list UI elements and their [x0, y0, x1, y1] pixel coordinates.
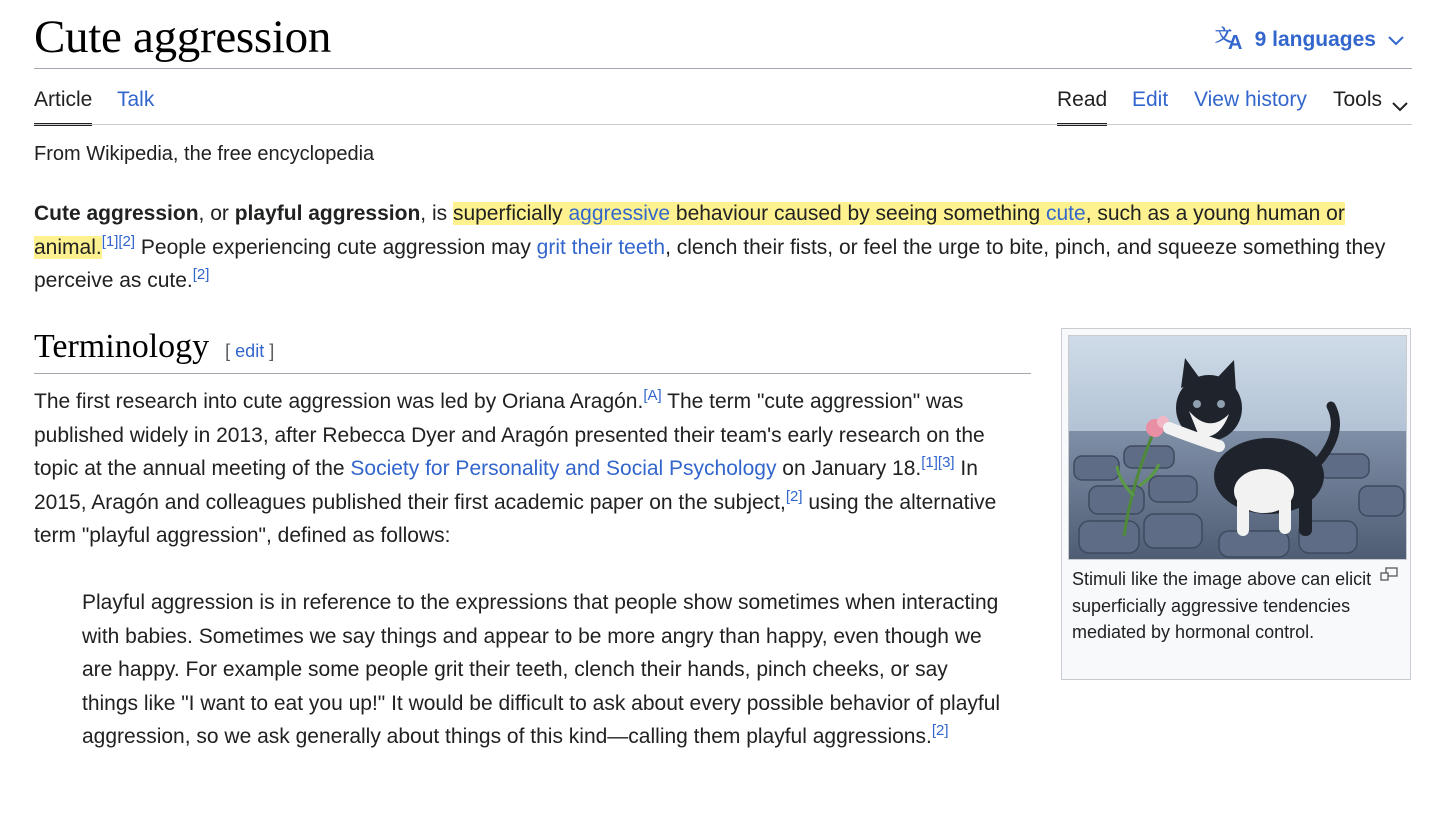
citation-2[interactable]: [2] [192, 266, 210, 283]
highlight-part: behaviour caused by seeing something [670, 202, 1046, 225]
svg-text:文: 文 [1214, 26, 1232, 46]
note-a[interactable]: [A] [643, 387, 662, 404]
chevron-down-icon [1388, 28, 1414, 52]
terminology-paragraph [34, 385, 1034, 553]
languages-button[interactable] [1215, 24, 1414, 56]
body-text: In 2015, Aragón and colleagues published their first academic paper on the subject, [34, 457, 978, 514]
citation-2[interactable]: [2] [931, 722, 949, 739]
section-heading-terminology [34, 328, 1031, 374]
highlight-part: superficially [452, 202, 569, 225]
tab-read[interactable]: Read [1057, 88, 1107, 126]
body-text: on January 18. [776, 457, 922, 480]
translate-icon [1215, 24, 1255, 56]
page-tabs [34, 84, 1412, 126]
edit-section-link[interactable]: edit [235, 341, 265, 361]
highlight-part: , such as a young human or animal. [34, 202, 1345, 259]
body-text: The first research into cute aggression was led by Oriana Aragón. [34, 390, 644, 413]
kitten-image[interactable] [1068, 335, 1407, 560]
magnify-icon[interactable] [1380, 567, 1398, 586]
tagline: From Wikipedia, the free encyclopedia [34, 143, 375, 165]
tab-talk[interactable]: Talk [117, 88, 155, 111]
link-cute[interactable]: cute [1045, 202, 1086, 225]
lead-text: , clench their fists, or feel the urge to bite, pinch, and squeeze something they perceive as cute. [34, 235, 1386, 292]
page-title: Cute aggression [34, 11, 332, 63]
chevron-down-icon [1392, 94, 1408, 118]
lead-text: , is [420, 202, 453, 225]
tools-menu[interactable] [1333, 88, 1408, 126]
lead-text: , or [198, 202, 235, 225]
tabs-divider [34, 124, 1412, 125]
link-spsp[interactable]: Society for Personality and Social Psychology [350, 457, 777, 480]
lead-text: People experiencing cute aggression may [135, 235, 537, 259]
languages-label: 9 languages [1254, 28, 1376, 51]
citation-2[interactable]: [2] [118, 232, 136, 250]
edit-bracket: ] [264, 341, 275, 361]
figure-caption: Stimuli like the image above can elicit superficially aggressive tendencies mediated by hormonal control. [1072, 569, 1372, 642]
tools-label: Tools [1333, 88, 1383, 111]
link-grit-their-teeth[interactable]: grit their teeth [536, 235, 666, 259]
bold-term: Cute aggression [34, 202, 199, 225]
title-divider [34, 68, 1412, 69]
bold-term: playful aggression [234, 202, 421, 225]
svg-text:A: A [1227, 32, 1243, 50]
section-edit [225, 341, 274, 361]
link-aggressive[interactable]: aggressive [568, 202, 671, 225]
tab-article[interactable]: Article [34, 88, 92, 126]
lead-paragraph [34, 197, 1416, 298]
body-text: The term "cute aggression" was published widely in 2013, after Rebecca Dyer and Aragón presented their team's early research on the topic at the annual meeting of the [34, 390, 985, 480]
citation-1[interactable]: [1] [101, 232, 119, 250]
citation-2[interactable]: [2] [785, 487, 803, 505]
tab-edit[interactable]: Edit [1132, 88, 1169, 111]
tab-view-history[interactable]: View history [1194, 88, 1307, 111]
body-text: using the alternative term "playful aggression", defined as follows: [34, 490, 997, 547]
quote-text: Playful aggression is in reference to the expressions that people show sometimes when interacting with babies. Sometimes we say things and appear to be more angry than happy, even though we are happy. For example some people grit their teeth, clench their hands, pinch cheeks, or say things like "I want to eat you up!" It would be difficult to ask about every possible behavior of playful aggression, so we ask generally about things of this kind—calling them playful aggressions. [82, 591, 1001, 748]
edit-bracket: [ [225, 341, 236, 361]
citation-1[interactable]: [1] [921, 454, 938, 471]
citation-3[interactable]: [3] [937, 454, 955, 471]
blockquote [82, 586, 1002, 754]
section-title: Terminology [34, 328, 210, 365]
figure-thumbnail [1061, 328, 1411, 680]
